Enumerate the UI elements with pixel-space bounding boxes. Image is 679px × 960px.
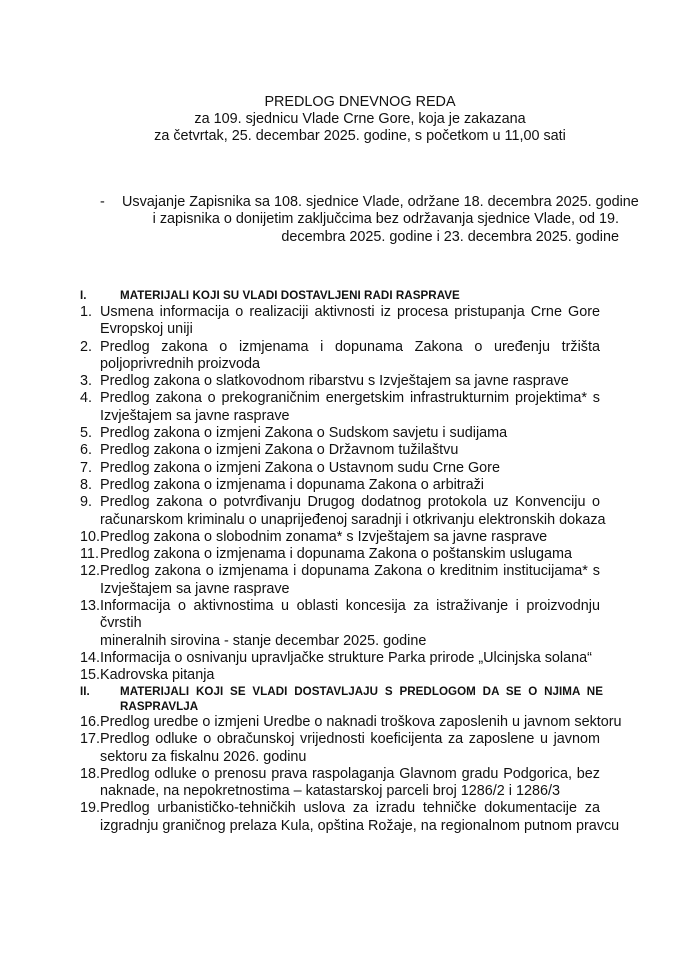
minutes-line: i zapisnika o donijetim zaključcima bez održavanja sjednice Vlade, od 19. <box>152 211 619 228</box>
item-text: Kadrovska pitanja <box>100 667 215 684</box>
item-number: 16. <box>80 714 101 730</box>
session-line: za 109. sjednicu Vlade Crne Gore, koja je zakazana <box>194 111 526 127</box>
agenda-item <box>80 731 600 766</box>
agenda-item <box>80 373 600 390</box>
item-text: Predlog zakona o slatkovodnom ribarstvu s Izvještajem sa javne rasprave <box>100 373 569 390</box>
item-number: 9. <box>80 494 93 511</box>
item-text: izgradnju graničnog prelaza Kula, opština Rožaje, na regionalnom putnom pravcu <box>100 817 620 834</box>
agenda-item <box>80 598 600 650</box>
item-text: Izvještajem sa javne rasprave <box>100 407 290 424</box>
item-text: Evropskoj uniji <box>100 321 193 338</box>
minutes-line: decembra 2025. godine i 23. decembra 2025. godine <box>281 228 619 245</box>
item-text: Predlog odluke o obračunskoj vrijednosti koeficijenta za zaposlene u javnom <box>100 731 600 748</box>
document-title: PREDLOG DNEVNOG REDA <box>264 94 456 110</box>
item-text: sektoru za fiskalnu 2026. godinu <box>100 748 307 765</box>
item-text: Predlog zakona o izmjeni Zakona o Državnom tužilaštvu <box>100 442 459 459</box>
item-text: Predlog zakona o izmjenama i dopunama Zakona o poštanskim uslugama <box>100 546 572 563</box>
item-number: 2. <box>80 338 93 355</box>
item-text: Informacija o aktivnostima u oblasti koncesija za istraživanje i proizvodnju čvrstih <box>100 598 600 632</box>
agenda-header <box>80 94 640 145</box>
section-number: I. <box>80 289 87 302</box>
section-number: II. <box>80 685 90 698</box>
item-text: Predlog zakona o izmjeni Zakona o Sudskom savjetu i sudijama <box>100 425 508 442</box>
item-number: 14. <box>80 649 101 666</box>
agenda-list-section-2 <box>80 714 622 835</box>
item-text: naknade, na nepokretnostima – katastarskoj parceli broj 1286/2 i 1286/3 <box>100 783 560 800</box>
item-number: 3. <box>80 373 93 390</box>
item-text: Predlog urbanističko-tehničkih uslova za izradu tehničke dokumentacije za <box>100 800 600 817</box>
item-number: 4. <box>80 390 93 407</box>
agenda-item <box>80 442 600 459</box>
dash-marker: - <box>100 194 105 210</box>
agenda-item <box>80 425 600 442</box>
agenda-item <box>80 304 600 339</box>
item-number: 10. <box>80 528 101 545</box>
item-number: 5. <box>80 425 93 442</box>
agenda-item <box>80 650 600 667</box>
item-text: Predlog zakona o izmjenama i dopunama Zakona o arbitraži <box>100 476 484 493</box>
item-text: Predlog odluke o prenosu prava raspolaganja Glavnom gradu Podgorica, bez <box>100 765 600 782</box>
item-number: 19. <box>80 800 101 817</box>
item-text: Predlog zakona o slobodnim zonama* s Izvještajem sa javne rasprave <box>100 528 548 545</box>
item-text: mineralnih sirovina - stanje decembar 2025. godine <box>100 632 427 649</box>
agenda-item <box>80 529 600 546</box>
item-text: Izvještajem sa javne rasprave <box>100 580 290 597</box>
agenda-item <box>80 714 622 731</box>
agenda-list-section-1 <box>80 304 606 685</box>
item-text: Usmena informacija o realizaciji aktivnosti iz procesa pristupanja Crne Gore <box>100 304 600 320</box>
section-title-line: MATERIJALI KOJI SE VLADI DOSTAVLJAJU S PREDLOGOM DA SE O NJIMA NE <box>120 685 603 698</box>
section-title-line: RASPRAVLJA <box>120 699 199 713</box>
item-text: Predlog zakona o izmjenama i dopunama Zakona o uređenju tržišta <box>100 338 600 355</box>
item-number: 12. <box>80 563 101 580</box>
item-number: 11. <box>80 546 99 563</box>
item-text: poljoprivrednih proizvoda <box>100 355 260 372</box>
agenda-item <box>80 800 620 835</box>
agenda-item <box>80 546 600 563</box>
agenda-item <box>80 390 600 425</box>
item-text: Predlog zakona o prekograničnim energetskim infrastrukturnim projektima* s <box>100 390 600 407</box>
item-text: Informacija o osnivanju upravljačke strukture Parka prirode „Ulcinjska solana“ <box>100 649 592 666</box>
item-text: Predlog zakona o potvrđivanju Drugog dodatnog protokola uz Konvenciju o <box>100 494 600 511</box>
agenda-item <box>80 477 600 494</box>
agenda-item <box>80 494 606 529</box>
date-line: za četvrtak, 25. decembar 2025. godine, s početkom u 11,00 sati <box>154 128 566 144</box>
agenda-item <box>80 766 600 801</box>
agenda-item <box>80 339 600 374</box>
item-text: računarskom kriminalu o unaprijeđenoj saradnji i otkrivanju elektronskih dokaza <box>100 511 606 528</box>
item-number: 1. <box>80 304 93 320</box>
item-number: 6. <box>80 442 93 459</box>
item-number: 8. <box>80 476 93 493</box>
item-number: 7. <box>80 459 93 476</box>
agenda-item <box>80 563 600 598</box>
item-text: Predlog uredbe o izmjeni Uredbe o naknadi troškova zaposlenih u javnom sektoru <box>100 714 622 730</box>
item-number: 13. <box>80 598 101 615</box>
item-text: Predlog zakona o izmjenama i dopunama Zakona o kreditnim institucijama* s <box>100 563 600 580</box>
section-title: MATERIJALI KOJI SU VLADI DOSTAVLJENI RADI RASPRAVE <box>120 289 460 302</box>
agenda-item <box>80 460 600 477</box>
item-text: Predlog zakona o izmjeni Zakona o Ustavnom sudu Crne Gore <box>100 459 500 476</box>
item-number: 17. <box>80 731 101 748</box>
minutes-line: Usvajanje Zapisnika sa 108. sjednice Vlade, održane 18. decembra 2025. godine <box>122 194 639 210</box>
item-number: 18. <box>80 765 101 782</box>
agenda-item <box>80 667 600 684</box>
item-number: 15. <box>80 667 101 684</box>
